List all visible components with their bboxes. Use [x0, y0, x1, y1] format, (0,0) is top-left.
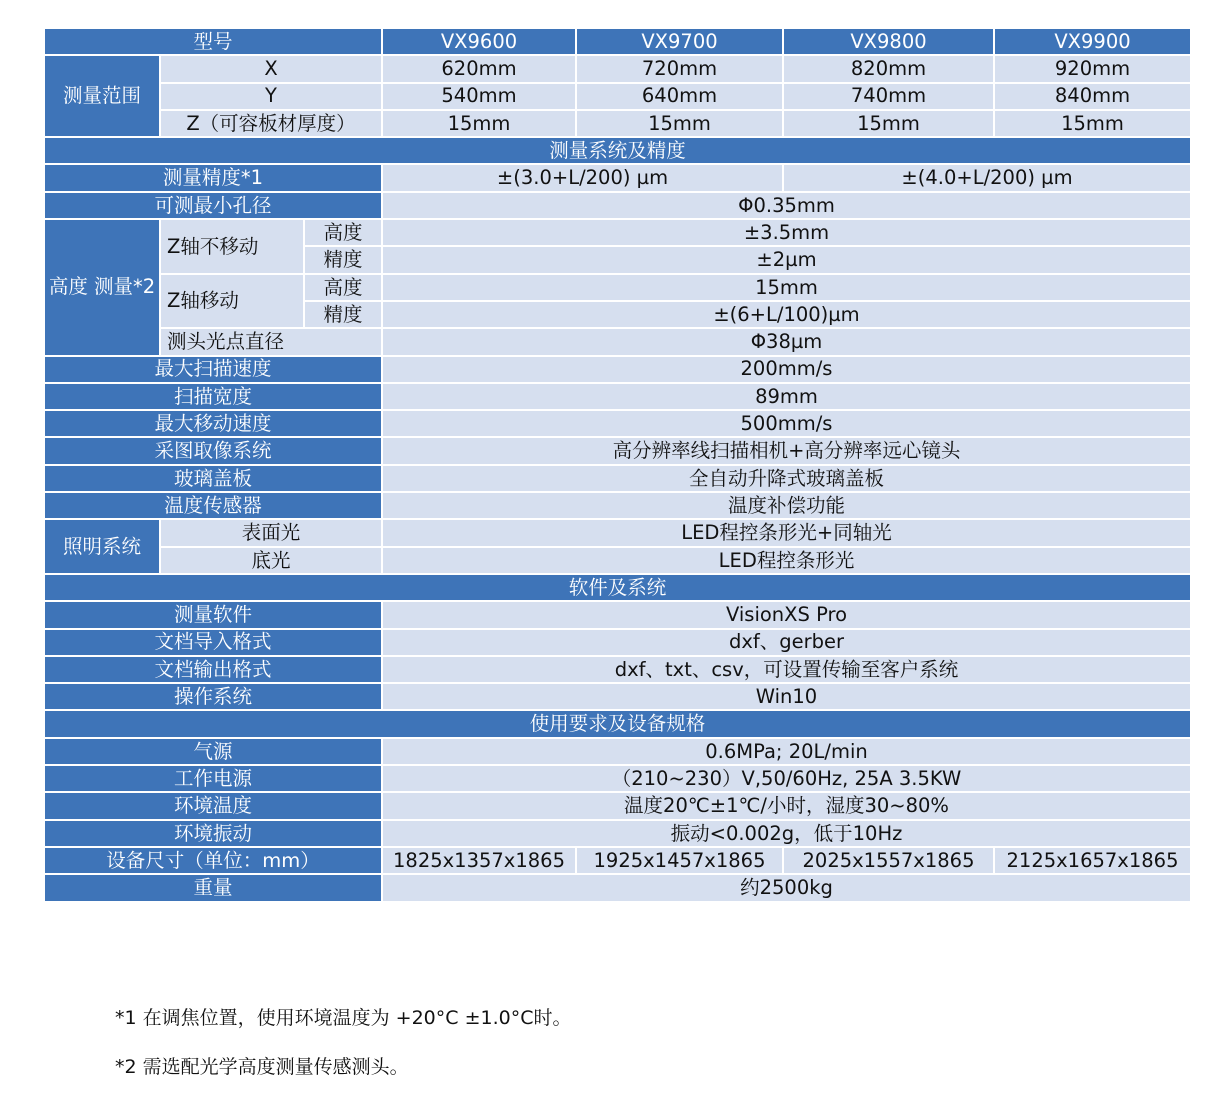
- bottom-light-value: LED程控条形光: [382, 547, 1191, 574]
- section-row: [44, 137, 1191, 164]
- precision-value: ±(4.0+L/200) µm: [783, 164, 1191, 191]
- precision-value: ±(3.0+L/200) µm: [382, 164, 783, 191]
- size-label: 设备尺寸（单位：mm）: [44, 847, 382, 874]
- z-fixed-accuracy-value: ±2µm: [382, 246, 1191, 273]
- model-label: 型号: [44, 28, 382, 55]
- power-value: （210~230）V,50/60Hz, 25A 3.5KW: [382, 765, 1191, 792]
- height-label: 高度 测量*2: [44, 219, 160, 355]
- scan-width-value: 89mm: [382, 383, 1191, 410]
- spec-row: [44, 410, 1191, 437]
- section-measurement: 测量系统及精度: [44, 137, 1191, 164]
- range-y-value: 740mm: [783, 83, 994, 110]
- section-software: 软件及系统: [44, 574, 1191, 601]
- spec-row: [44, 465, 1191, 492]
- model-row: [44, 28, 1191, 55]
- os-value: Win10: [382, 683, 1191, 710]
- spec-table: [43, 27, 1192, 903]
- move-speed-label: 最大移动速度: [44, 410, 382, 437]
- precision-row: [44, 164, 1191, 191]
- glass-label: 玻璃盖板: [44, 465, 382, 492]
- range-x-value: 820mm: [783, 55, 994, 82]
- lighting-label: 照明系统: [44, 519, 160, 574]
- range-x-value: 920mm: [994, 55, 1191, 82]
- range-x-row: [44, 55, 1191, 82]
- spec-row: [44, 356, 1191, 383]
- air-value: 0.6MPa; 20L/min: [382, 738, 1191, 765]
- power-label: 工作电源: [44, 765, 382, 792]
- spec-row: [44, 383, 1191, 410]
- z-fixed-height-label: 高度: [304, 219, 382, 246]
- import-label: 文档导入格式: [44, 629, 382, 656]
- surface-light-value: LED程控条形光+同轴光: [382, 519, 1191, 546]
- temp-sensor-label: 温度传感器: [44, 492, 382, 519]
- range-y-label: Y: [160, 83, 382, 110]
- software-label: 测量软件: [44, 601, 382, 628]
- min-hole-row: [44, 192, 1191, 219]
- footnote-2: *2 需选配光学高度测量传感测头。: [115, 1056, 409, 1078]
- z-moving-label: Z轴移动: [160, 274, 304, 329]
- size-value: 1925x1457x1865: [576, 847, 783, 874]
- spec-row: [44, 874, 1191, 901]
- size-value: 2025x1557x1865: [783, 847, 994, 874]
- range-y-value: 540mm: [382, 83, 576, 110]
- export-value: dxf、txt、csv，可设置传输至客户系统: [382, 656, 1191, 683]
- section-requirements: 使用要求及设备规格: [44, 710, 1191, 737]
- z-fixed-height-value: ±3.5mm: [382, 219, 1191, 246]
- section-row: [44, 710, 1191, 737]
- range-z-row: [44, 110, 1191, 137]
- range-y-row: [44, 83, 1191, 110]
- scan-speed-label: 最大扫描速度: [44, 356, 382, 383]
- env-temp-label: 环境温度: [44, 792, 382, 819]
- height-row: [44, 274, 1191, 301]
- range-label: 测量范围: [44, 55, 160, 137]
- bottom-light-label: 底光: [160, 547, 382, 574]
- spec-row: [44, 437, 1191, 464]
- import-value: dxf、gerber: [382, 629, 1191, 656]
- weight-label: 重量: [44, 874, 382, 901]
- os-label: 操作系统: [44, 683, 382, 710]
- size-row: [44, 847, 1191, 874]
- lighting-row: [44, 519, 1191, 546]
- env-temp-value: 温度20℃±1℃/小时，湿度30~80%: [382, 792, 1191, 819]
- air-label: 气源: [44, 738, 382, 765]
- temp-sensor-value: 温度补偿功能: [382, 492, 1191, 519]
- imaging-label: 采图取像系统: [44, 437, 382, 464]
- spec-row: [44, 792, 1191, 819]
- height-row: [44, 219, 1191, 246]
- scan-speed-value: 200mm/s: [382, 356, 1191, 383]
- height-row: [44, 328, 1191, 355]
- z-moving-height-label: 高度: [304, 274, 382, 301]
- software-value: VisionXS Pro: [382, 601, 1191, 628]
- range-z-label: Z（可容板材厚度）: [160, 110, 382, 137]
- model-vx9600: VX9600: [382, 28, 576, 55]
- range-x-label: X: [160, 55, 382, 82]
- spec-row: [44, 601, 1191, 628]
- min-hole-label: 可测最小孔径: [44, 192, 382, 219]
- z-moving-accuracy-label: 精度: [304, 301, 382, 328]
- range-y-value: 640mm: [576, 83, 783, 110]
- z-moving-accuracy-value: ±(6+L/100)µm: [382, 301, 1191, 328]
- export-label: 文档输出格式: [44, 656, 382, 683]
- range-z-value: 15mm: [783, 110, 994, 137]
- range-z-value: 15mm: [382, 110, 576, 137]
- model-vx9800: VX9800: [783, 28, 994, 55]
- range-z-value: 15mm: [576, 110, 783, 137]
- min-hole-value: Φ0.35mm: [382, 192, 1191, 219]
- precision-label: 测量精度*1: [44, 164, 382, 191]
- model-vx9900: VX9900: [994, 28, 1191, 55]
- spot-value: Φ38µm: [382, 328, 1191, 355]
- spec-row: [44, 820, 1191, 847]
- weight-value: 约2500kg: [382, 874, 1191, 901]
- surface-light-label: 表面光: [160, 519, 382, 546]
- spec-row: [44, 629, 1191, 656]
- spec-row: [44, 656, 1191, 683]
- spec-row: [44, 738, 1191, 765]
- spot-label: 测头光点直径: [160, 328, 382, 355]
- move-speed-value: 500mm/s: [382, 410, 1191, 437]
- range-z-value: 15mm: [994, 110, 1191, 137]
- size-value: 2125x1657x1865: [994, 847, 1191, 874]
- env-vib-value: 振动<0.002g，低于10Hz: [382, 820, 1191, 847]
- z-moving-height-value: 15mm: [382, 274, 1191, 301]
- scan-width-label: 扫描宽度: [44, 383, 382, 410]
- range-x-value: 720mm: [576, 55, 783, 82]
- env-vib-label: 环境振动: [44, 820, 382, 847]
- footnote-1: *1 在调焦位置，使用环境温度为 +20°C ±1.0°C时。: [115, 1007, 572, 1029]
- glass-value: 全自动升降式玻璃盖板: [382, 465, 1191, 492]
- spec-row: [44, 765, 1191, 792]
- range-x-value: 620mm: [382, 55, 576, 82]
- range-y-value: 840mm: [994, 83, 1191, 110]
- size-value: 1825x1357x1865: [382, 847, 576, 874]
- model-vx9700: VX9700: [576, 28, 783, 55]
- section-row: [44, 574, 1191, 601]
- spec-row: [44, 683, 1191, 710]
- z-fixed-label: Z轴不移动: [160, 219, 304, 274]
- imaging-value: 高分辨率线扫描相机+高分辨率远心镜头: [382, 437, 1191, 464]
- spec-row: [44, 492, 1191, 519]
- z-fixed-accuracy-label: 精度: [304, 246, 382, 273]
- lighting-row: [44, 547, 1191, 574]
